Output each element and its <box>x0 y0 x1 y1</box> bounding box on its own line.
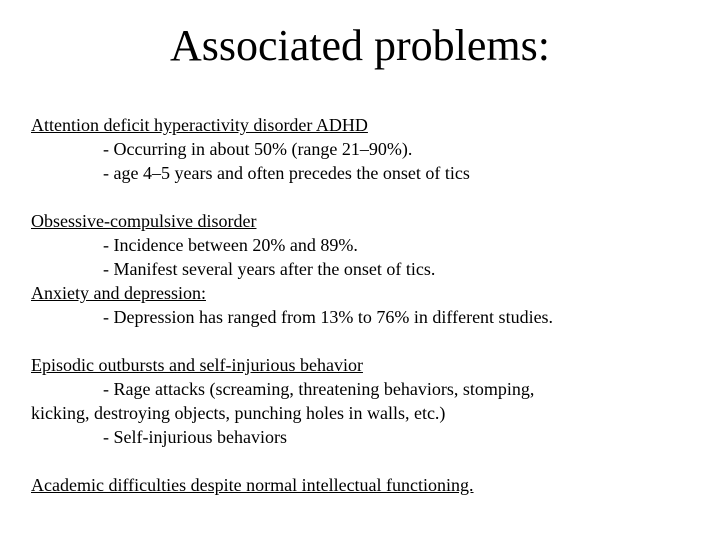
detail-outbursts-rage-continued: kicking, destroying objects, punching holes in walls, etc.) <box>31 403 446 423</box>
detail-anxiety-depression: - Depression has ranged from 13% to 76% in different studies. <box>103 307 554 327</box>
detail-ocd-onset: - Manifest several years after the onset of tics. <box>103 259 436 279</box>
slide-title: Associated problems: <box>169 21 551 70</box>
detail-adhd-age: - age 4–5 years and often precedes the onset of tics <box>103 163 470 183</box>
section-heading-academic: Academic difficulties despite normal intellectual functioning. <box>31 475 474 495</box>
slide-body <box>31 113 671 497</box>
spacer <box>31 329 671 353</box>
section-heading-anxiety: Anxiety and depression: <box>31 283 206 303</box>
detail-ocd-incidence: - Incidence between 20% and 89%. <box>103 235 358 255</box>
detail-outbursts-rage: - Rage attacks (screaming, threatening behaviors, stomping, <box>103 379 535 399</box>
detail-outbursts-self-injury: - Self-injurious behaviors <box>103 427 287 447</box>
section-heading-adhd: Attention deficit hyperactivity disorder ADHD <box>31 115 368 135</box>
section-heading-ocd: Obsessive-compulsive disorder <box>31 211 257 231</box>
spacer <box>31 185 671 209</box>
spacer <box>31 449 671 473</box>
section-heading-outbursts: Episodic outbursts and self-injurious behavior <box>31 355 363 375</box>
detail-adhd-occurrence: - Occurring in about 50% (range 21–90%). <box>103 139 413 159</box>
